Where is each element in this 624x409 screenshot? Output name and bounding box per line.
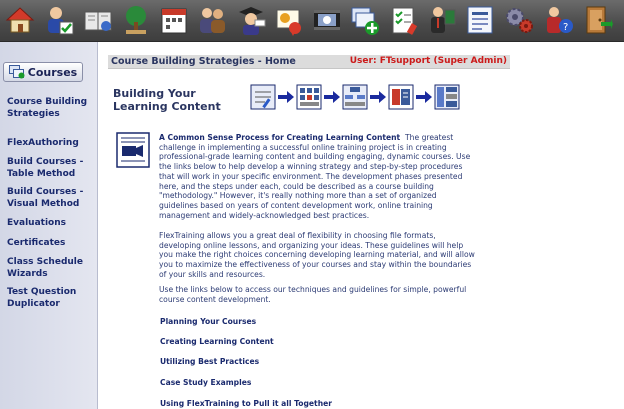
content-grid-icon [296,84,322,110]
film-icon[interactable] [310,3,344,37]
section-heading: Building Your Learning Content [113,87,221,113]
add-course-icon[interactable] [348,3,382,37]
tree-icon[interactable] [119,3,153,37]
certificate-icon[interactable] [272,3,306,37]
link-creating-learning-content[interactable]: Creating Learning Content [160,337,274,346]
sidebar-item-certificates[interactable]: Certificates [7,238,66,248]
courses-button[interactable] [3,62,83,82]
user-label: User: FTsupport (Super Admin) [349,56,507,66]
link-planning-your-courses[interactable]: Planning Your Courses [160,317,257,326]
link-using-flextraining[interactable]: Using FlexTraining to Pull it all Together [160,399,332,408]
sidebar-item-build-courses-table[interactable]: Build Courses - Table Method [7,157,84,179]
sidebar [0,42,97,409]
document-video-icon [116,132,150,168]
graduate-icon[interactable] [234,3,268,37]
checklist-icon[interactable] [387,3,421,37]
link-utilizing-best-practices[interactable]: Utilizing Best Practices [160,357,260,366]
page-title: Course Building Strategies - Home [111,56,296,67]
courses-button-label: Courses [27,65,78,79]
intro-title: A Common Sense Process for Creating Learning Content [159,133,401,142]
help-icon[interactable] [541,3,575,37]
structure-icon [342,84,368,110]
sidebar-item-flexauthoring[interactable]: FlexAuthoring [7,138,79,148]
book-review-icon [388,84,414,110]
report-icon[interactable] [463,3,497,37]
intro-paragraph [159,133,477,220]
arrow-right-icon [416,91,432,103]
main-content [97,42,624,409]
calendar-icon[interactable] [157,3,191,37]
planning-icon [250,84,276,110]
user-check-icon[interactable] [42,3,76,37]
sidebar-item-test-question-duplicator[interactable]: Test Question Duplicator [7,287,77,309]
home-icon[interactable] [3,3,37,37]
sidebar-item-class-schedule-wizards[interactable]: Class Schedule Wizards [7,257,83,279]
sidebar-item-build-courses-visual[interactable]: Build Courses - Visual Method [7,187,84,209]
links-intro-paragraph: Use the links below to access our techniques and guidelines for simple, powerful course content development. [159,285,467,304]
courses-icon [9,65,25,79]
process-flow-diagram [250,84,470,114]
main-toolbar [0,0,624,42]
intro-body: The greatest challenge in implementing a successful online training project is in creating professional-grade learning content and building engaging, dynamic courses. Use the links below to help develop a winning strategy and step-by-step procedures that will work in your specific environment. The development phases presented here, and the steps under each, could be described as a course building "methodology." However, it's really nothing more than a set of organized guidelines based on years of content development work, online training management and widely-acknowledged best practices. [159,133,471,220]
teacher-icon[interactable] [424,3,458,37]
gears-icon[interactable] [502,3,536,37]
people-icon[interactable] [195,3,229,37]
arrow-right-icon [324,91,340,103]
flexibility-paragraph: FlexTraining allows you a great deal of flexibility in choosing file formats, developing online lessons, and organizing your ideas. These guidelines will help you make the right choices concerning developing learning material, and will allow you to maximize the effectiveness of your courses and stay within the boundaries of your skills and resources. [159,231,475,279]
arrow-right-icon [370,91,386,103]
book-icon[interactable] [81,3,115,37]
link-case-study-examples[interactable]: Case Study Examples [160,378,252,387]
course-layout-icon [434,84,460,110]
arrow-right-icon [278,91,294,103]
header-bar [108,55,510,69]
exit-icon[interactable] [580,3,614,37]
sidebar-item-course-building-strategies[interactable]: Course Building Strategies [7,97,88,119]
svg-text:?: ? [563,22,569,33]
sidebar-item-evaluations[interactable]: Evaluations [7,218,66,228]
